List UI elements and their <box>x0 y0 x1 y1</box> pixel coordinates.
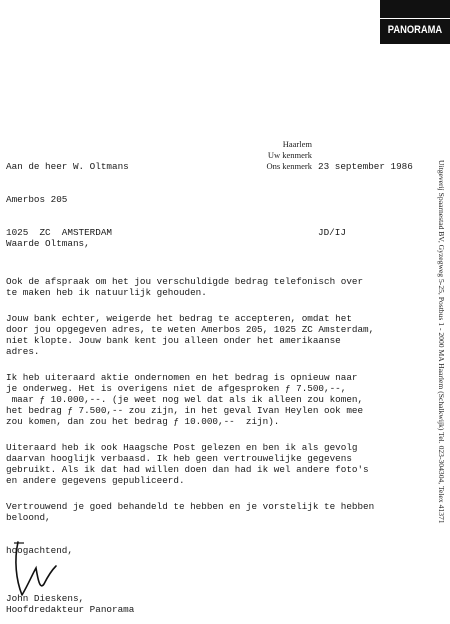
paragraph-3-line-1: Ik heb uiteraard aktie ondernomen en het bedrag is opnieuw naar <box>6 372 358 383</box>
letter-date: 23 september 1986 <box>318 161 413 172</box>
paragraph-1-line-1: Ook de afspraak om het jou verschuldigde bedrag telefonisch over <box>6 276 364 287</box>
recipient-line-2: Amerbos 205 <box>6 194 68 205</box>
signatory-title: Hoofdredakteur Panorama <box>6 604 135 615</box>
closing: hoogachtend, <box>6 545 73 556</box>
paragraph-5-line-2: beloond, <box>6 512 51 523</box>
paragraph-3-line-4: het bedrag ƒ 7.500,-- zou zijn, in het geval Ivan Heylen ook mee <box>6 405 364 416</box>
paragraph-5-line-1: Vertrouwend je goed behandeld te hebben en je vorstelijk te hebben <box>6 501 375 512</box>
ons-kenmerk-label: Ons kenmerk <box>266 161 312 171</box>
paragraph-4-line-1: Uiteraard heb ik ook Haagsche Post gelezen en ben ik als gevolg <box>6 442 358 453</box>
paragraph-4-line-3: gebruikt. Als ik dat had willen doen dan had ik wel andere foto's <box>6 464 369 475</box>
recipient-line-1: Aan de heer W. Oltmans <box>6 161 129 172</box>
logo-stripe <box>380 18 450 22</box>
panorama-logo <box>380 0 450 44</box>
paragraph-2-line-1: Jouw bank echter, weigerde het bedrag te accepteren, omdat het <box>6 313 352 324</box>
paragraph-4-line-2: daarvan hooglijk verbaasd. Ik heb geen vertrouwelijke gegevens <box>6 453 352 464</box>
logo-text: PANORAMA <box>387 24 443 36</box>
paragraph-2-line-4: adres. <box>6 346 40 357</box>
paragraph-4-line-4: en andere gegevens gepubliceerd. <box>6 475 185 486</box>
paragraph-3-line-3: maar ƒ 10.000,--. (je weet nog wel dat als ik alleen zou komen, <box>6 394 364 405</box>
paragraph-1-line-2: te maken heb ik natuurlijk gehouden. <box>6 287 207 298</box>
meta-values <box>318 139 413 260</box>
handwritten-signature <box>10 540 70 600</box>
paragraph-3-line-2: je onderweg. Het is overigens niet de afgesproken ƒ 7.500,--, <box>6 383 347 394</box>
paragraph-3-line-5: zou komen, dan zou het bedrag ƒ 10.000,-- zijn). <box>6 416 280 427</box>
recipient-line-3: 1025 ZC AMSTERDAM <box>6 227 113 238</box>
paragraph-2-line-3: niet klopte. Jouw bank kent jou alleen onder het amerikaanse <box>6 335 341 346</box>
meta-labels <box>262 139 312 172</box>
paragraph-2-line-2: door jou opgegeven adres, te weten Amerbos 205, 1025 ZC Amsterdam, <box>6 324 375 335</box>
salutation: Waarde Oltmans, <box>6 238 90 249</box>
place-label: Haarlem <box>282 139 312 149</box>
signatory-name: John Dieskens, <box>6 593 85 604</box>
uw-kenmerk-label: Uw kenmerk <box>267 150 312 160</box>
uw-kenmerk-value <box>318 194 413 205</box>
ons-kenmerk-value: JD/IJ <box>318 227 346 238</box>
publisher-sidebar-text: Uitgeverij Spaarnestad BV, Gyzegweg 5-25, Postbus 1 - 2000 MA Haarlem (Schalkwijk) Tel. 023-304304, Telex 41371 <box>437 160 446 524</box>
